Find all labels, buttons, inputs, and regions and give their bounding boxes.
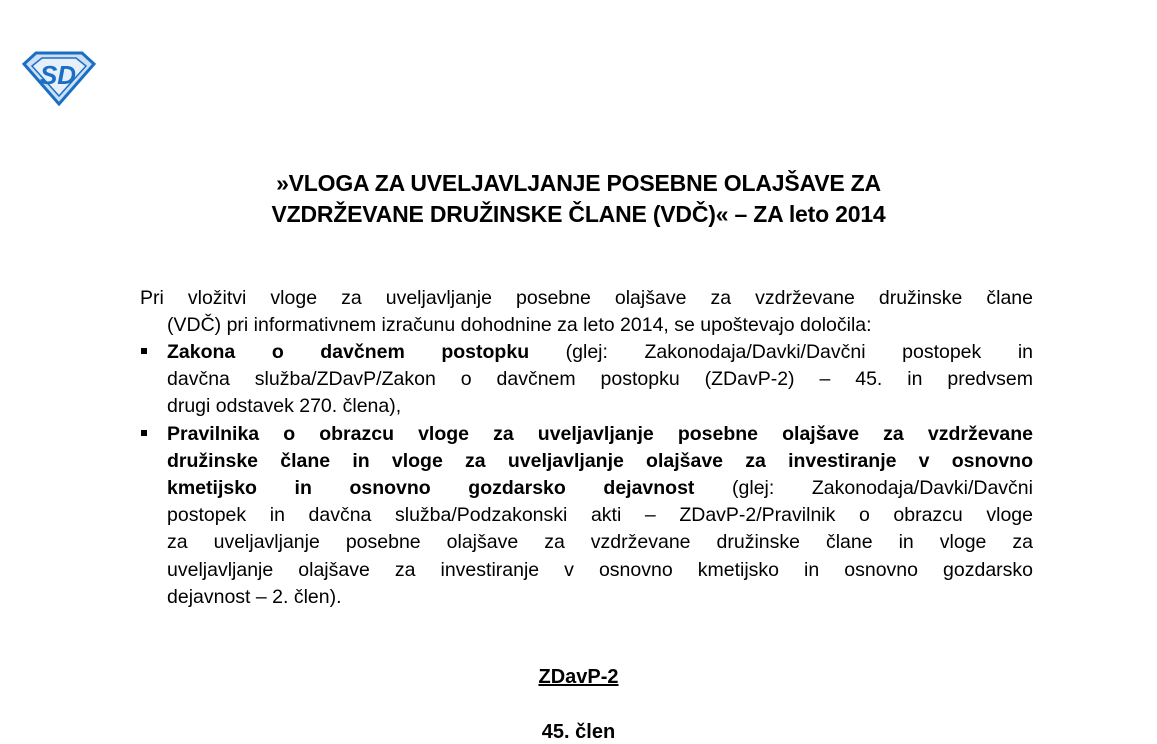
bullet-1-line-1: Zakona o davčnem postopku (glej: Zakonodaja/Davki/Davčni postopek in	[167, 341, 1033, 363]
bullet-2-line-6: uveljavljanje olajšave za investiranje v osnovno kmetijsko in osnovno gozdarsko	[167, 559, 1033, 581]
article-heading: 45. člen	[541, 721, 616, 743]
bullet-icon	[141, 348, 147, 354]
logo-icon	[22, 50, 96, 106]
section-heading: ZDavP-2	[538, 666, 619, 688]
intro-line-2: (VDČ) pri informativnem izračunu dohodnine za leto 2014, se upoštevajo določila:	[167, 314, 872, 336]
document-title-line-1: »VLOGA ZA UVELJAVLJANJE POSEBNE OLAJŠAVE ZA	[276, 170, 881, 196]
bullet-2-line-5: za uveljavljanje posebne olajšave za vzdrževane družinske člane in vloge za	[167, 531, 1033, 553]
bullet-2-line-2: družinske člane in vloge za uveljavljanje olajšave za investiranje v osnovno	[167, 450, 1033, 472]
bullet-1-line-3: drugi odstavek 270. člena),	[167, 395, 402, 417]
bullet-2-line-1: Pravilnika o obrazcu vloge za uveljavljanje posebne olajšave za vzdrževane	[167, 423, 1033, 445]
bullet-1-line-2: davčna služba/ZDavP/Zakon o davčnem postopku (ZDavP-2) – 45. in predvsem	[167, 368, 1033, 390]
bullet-2-line-4: postopek in davčna služba/Podzakonski akti – ZDavP-2/Pravilnik o obrazcu vloge	[167, 504, 1033, 526]
bullet-2-line-7: dejavnost – 2. člen).	[167, 586, 342, 608]
bullet-icon	[141, 430, 147, 436]
svg-text:SD: SD	[39, 60, 77, 90]
document-title-line-2: VZDRŽEVANE DRUŽINSKE ČLANE (VDČ)« – ZA leto 2014	[271, 201, 886, 227]
bullet-2-line-3: kmetijsko in osnovno gozdarsko dejavnost (glej: Zakonodaja/Davki/Davčni	[167, 477, 1033, 499]
intro-line-1: Pri vložitvi vloge za uveljavljanje posebne olajšave za vzdrževane družinske člane	[140, 287, 1033, 309]
